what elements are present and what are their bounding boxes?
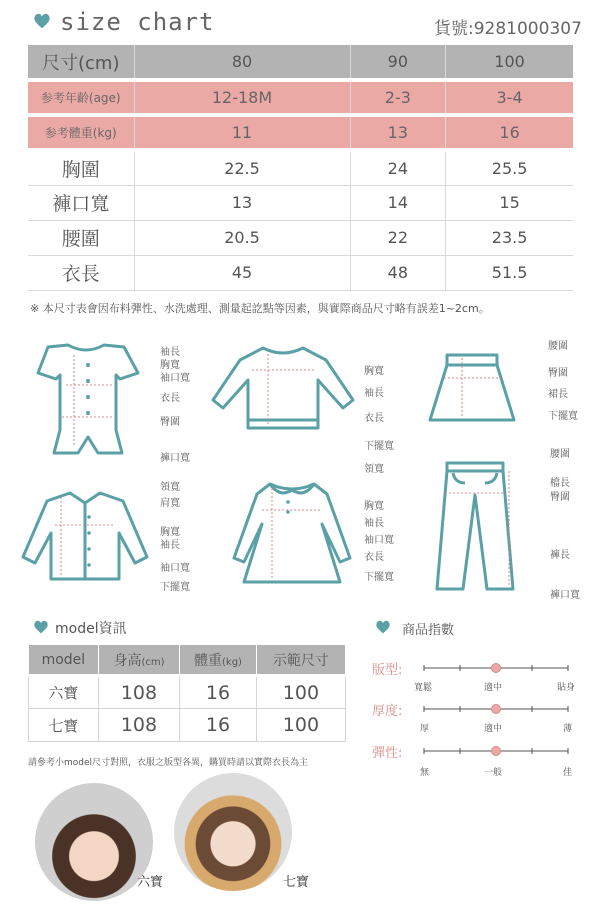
- cell: 23.5: [446, 220, 573, 255]
- shirt-label: 肩寬: [160, 498, 180, 509]
- scale-left-label: 厚: [420, 724, 430, 734]
- dress-label: 領寬: [364, 464, 384, 475]
- model-name: 六寶: [29, 676, 99, 709]
- sweater-label: 下擺寬: [364, 441, 394, 452]
- col-header: model: [29, 645, 99, 676]
- shirt-label: 袖長: [160, 540, 180, 551]
- skirt-label: 臀圍: [548, 368, 568, 379]
- scale-marker: [492, 747, 501, 756]
- elasticity-label: 彈性:: [372, 746, 403, 761]
- romper-label: 袖口寬: [160, 373, 190, 384]
- cell: 13: [134, 185, 350, 220]
- row-label: 参考體重(kg): [28, 115, 134, 150]
- skirt-label: 下擺寬: [548, 411, 578, 422]
- thickness-label: 厚度:: [372, 704, 403, 719]
- size-row-weight: [28, 115, 573, 150]
- cell: 24: [350, 150, 446, 185]
- cell: 12-18M: [134, 80, 350, 115]
- model-height: 108: [98, 709, 179, 742]
- skirt-diagram: [422, 340, 522, 430]
- model-size: 100: [256, 709, 345, 742]
- pants-label: 檔長: [550, 478, 570, 489]
- col-header: 示範尺寸: [256, 645, 345, 676]
- model-weight: 16: [180, 709, 257, 742]
- skirt-label: 腰圍: [548, 341, 568, 352]
- pants-diagram: [425, 455, 525, 595]
- pants-label: 臀圍: [550, 492, 570, 503]
- size-row-age: [28, 80, 573, 115]
- scale-right-label: 薄: [563, 724, 573, 734]
- shirt-label: 領寬: [160, 482, 180, 493]
- scale-mid-label: 一般: [484, 768, 503, 778]
- row-label: 腰圍: [28, 220, 134, 255]
- cell: 3-4: [446, 80, 573, 115]
- cell: 2-3: [350, 80, 446, 115]
- cell: 22: [350, 220, 446, 255]
- size-note: ※ 本尺寸表會因布料彈性、水洗處理、測量起訖點等因素，與實際商品尺寸略有誤差1~2cm。: [30, 302, 490, 315]
- scale-mid-label: 適中: [484, 724, 503, 734]
- pants-label: 腰圍: [550, 449, 570, 460]
- page-title: size chart: [60, 8, 215, 36]
- row-label: 尺寸(cm): [28, 45, 134, 80]
- cell: 16: [446, 115, 573, 150]
- scale-mid-label: 適中: [484, 683, 503, 693]
- col-header: [180, 645, 257, 676]
- romper-label: 褲口寬: [160, 453, 190, 464]
- cell: 80: [134, 45, 350, 80]
- pants-label: 褲口寬: [550, 590, 580, 601]
- dress-label: 胸寬: [364, 501, 384, 512]
- sweater-label: 衣長: [364, 413, 384, 424]
- skirt-label: 裙長: [548, 389, 568, 400]
- shirt-label: 下擺寬: [160, 582, 190, 593]
- col-header-text: 身高: [113, 652, 142, 669]
- size-row-chest: [28, 150, 573, 185]
- model-photo-right: [174, 773, 292, 891]
- heart-icon: [33, 620, 49, 634]
- model-table: [28, 644, 346, 742]
- heart-icon: [33, 13, 51, 29]
- romper-label: 臀圍: [160, 417, 180, 428]
- size-row-leg-opening: [28, 185, 573, 220]
- scale-right-label: 貼身: [557, 683, 576, 693]
- scale-left-label: 無: [420, 768, 430, 778]
- left-photo-caption: 六寶: [137, 875, 164, 890]
- cell: 13: [350, 115, 446, 150]
- row-label: 参考年齡(age): [28, 80, 134, 115]
- pants-label: 褲長: [550, 550, 570, 561]
- col-header: [98, 645, 179, 676]
- model-height: 108: [98, 676, 179, 709]
- dress-label: 袖長: [364, 518, 384, 529]
- model-photo-left: [35, 783, 153, 901]
- dress-diagram: [222, 470, 362, 590]
- cell: 14: [350, 185, 446, 220]
- dress-label: 衣長: [364, 552, 384, 563]
- cell: 48: [350, 255, 446, 290]
- cell: 20.5: [134, 220, 350, 255]
- scale-marker: [492, 664, 501, 673]
- right-photo-caption: 七寶: [283, 875, 310, 890]
- cell: 45: [134, 255, 350, 290]
- model-note: 請參考小model尺寸對照，衣服之版型各異，購買時請以實際衣長為主: [28, 758, 309, 768]
- sweater-diagram: [208, 340, 358, 440]
- model-table-header: [29, 645, 346, 676]
- romper-label: 衣長: [160, 393, 180, 404]
- size-table: [28, 45, 573, 291]
- scale-right-label: 佳: [563, 768, 573, 778]
- size-row-waist: [28, 220, 573, 255]
- shirt-diagram: [15, 485, 155, 585]
- row-label: 衣長: [28, 255, 134, 290]
- fit-label: 版型:: [372, 663, 403, 678]
- cell: 51.5: [446, 255, 573, 290]
- heart-icon: [375, 620, 391, 634]
- row-label: 胸圍: [28, 150, 134, 185]
- cell: 15: [446, 185, 573, 220]
- col-header-unit: (cm): [141, 656, 165, 668]
- row-label: 褲口寬: [28, 185, 134, 220]
- romper-label: 胸寬: [160, 360, 180, 371]
- model-section-title: model資訊: [55, 621, 127, 637]
- col-header-text: 體重: [194, 652, 223, 669]
- cell: 25.5: [446, 150, 573, 185]
- item-number: 貨號:9281000307: [434, 19, 582, 39]
- shirt-label: 胸寬: [160, 527, 180, 538]
- romper-label: 袖長: [160, 347, 180, 358]
- cell: 100: [446, 45, 573, 80]
- index-section-title: 商品指數: [402, 623, 455, 638]
- shirt-label: 袖口寬: [160, 563, 190, 574]
- model-row: [29, 676, 346, 709]
- index-scales: [420, 658, 575, 773]
- model-weight: 16: [180, 676, 257, 709]
- dress-label: 袖口寬: [364, 535, 394, 546]
- scale-left-label: 寬鬆: [414, 683, 433, 693]
- cell: 22.5: [134, 150, 350, 185]
- scale-marker: [492, 705, 501, 714]
- size-row-header: [28, 45, 573, 80]
- cell: 11: [134, 115, 350, 150]
- model-name: 七寶: [29, 709, 99, 742]
- sweater-label: 袖長: [364, 388, 384, 399]
- model-size: 100: [256, 676, 345, 709]
- size-row-length: [28, 255, 573, 290]
- col-header-unit: (kg): [222, 656, 242, 668]
- sweater-label: 胸寬: [364, 366, 384, 377]
- model-row: [29, 709, 346, 742]
- romper-diagram: [18, 335, 158, 465]
- cell: 90: [350, 45, 446, 80]
- dress-label: 下擺寬: [364, 572, 394, 583]
